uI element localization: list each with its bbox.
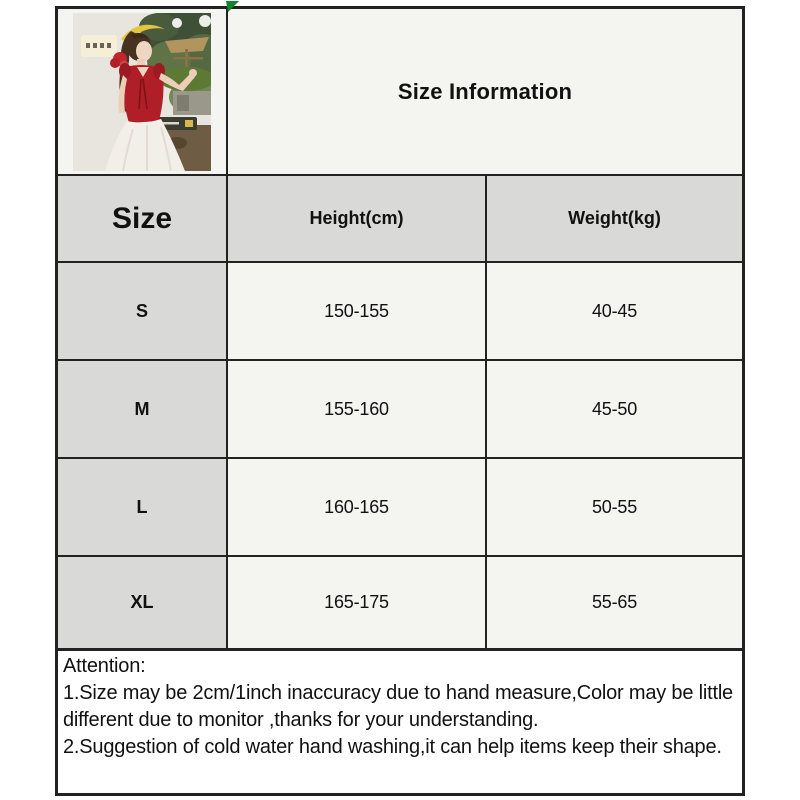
product-photo-cell [58, 9, 228, 176]
row-l-weight: 50-55 [487, 459, 742, 557]
column-header-weight: Weight(kg) [487, 176, 742, 263]
row-s-weight: 40-45 [487, 263, 742, 361]
row-s-height: 150-155 [228, 263, 487, 361]
attention-line-2: different due to monitor ,thanks for your understanding. [63, 709, 539, 731]
row-m-size: M [58, 361, 228, 459]
column-header-height: Height(cm) [228, 176, 487, 263]
page-title: Size Information [228, 9, 742, 176]
column-header-size: Size [58, 176, 228, 263]
row-m-height: 155-160 [228, 361, 487, 459]
row-xl-height: 165-175 [228, 557, 487, 648]
row-m-weight: 45-50 [487, 361, 742, 459]
attention-note [55, 648, 745, 796]
row-l-size: L [58, 459, 228, 557]
product-photo [73, 13, 211, 171]
size-table [55, 6, 745, 651]
attention-line-1: 1.Size may be 2cm/1inch inaccuracy due to hand measure,Color may be little [63, 682, 733, 704]
row-xl-weight: 55-65 [487, 557, 742, 648]
attention-line-3: 2.Suggestion of cold water hand washing,it can help items keep their shape. [63, 736, 722, 758]
row-s-size: S [58, 263, 228, 361]
corner-flag-icon [226, 1, 239, 12]
row-l-height: 160-165 [228, 459, 487, 557]
attention-heading: Attention: [63, 655, 146, 677]
row-xl-size: XL [58, 557, 228, 648]
